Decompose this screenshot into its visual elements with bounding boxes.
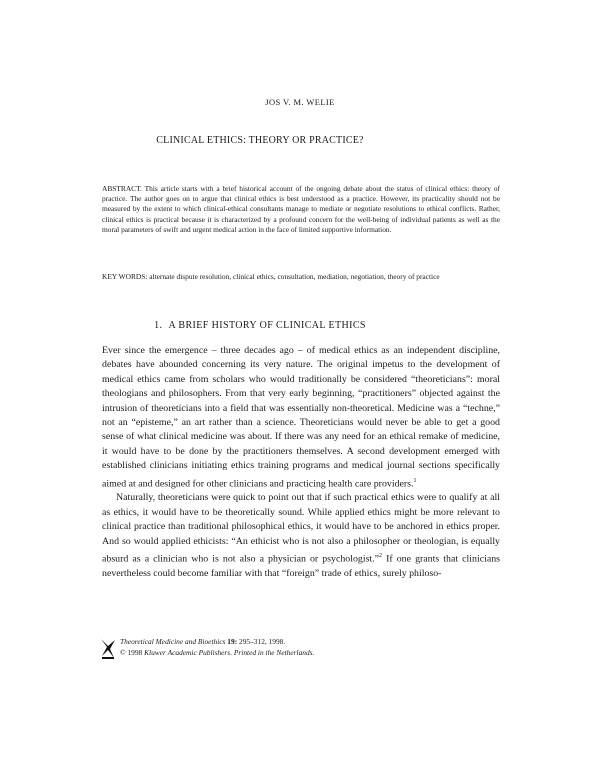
publisher-name: Kluwer Academic Publishers. xyxy=(144,648,233,657)
publisher-logo-icon xyxy=(100,638,116,660)
keywords xyxy=(102,272,500,282)
paragraph-1-text: Ever since the emergence – three decades ago – of medical ethics as an independent discipline, debates have abounded concerning its very nature. The original impetus to the development of medical ethics came from scholars who would traditionally be considered “theoreticians”: moral theologians and philosophers. From that very early beginning, “practitioners” objected against the intrusion of theoreticians into a field that was essentially non-theoretical. Medicine was a “techne,” not an “episteme,” an art rather than a science. Theoreticians would never be able to get a good sense of what clinical medicine was about. If there was any need for an ethical remake of medicine, it would have to be done by the practitioners themselves. A second development emerged with established clinicians initiating ethics training programs and medical journal sections specifically aimed at and designed for other clinicians and practicing health care providers. xyxy=(102,345,500,489)
paragraph-2-text-a: Naturally, theoreticians were quick to point out that if such practical ethics were to qualify at all as ethics, it would have to be theoretically sound. While applied ethics might be more relevant to clinical practice than traditional philosophical ethics, it would have to be anchored in ethics proper. And so would applied ethicists: “An ethicist who is not also a philosopher or theologian, is equally absurd as a clinician who is not also a physician or psychologist.” xyxy=(102,492,500,565)
journal-line xyxy=(120,636,314,647)
footnote-ref-1: 1 xyxy=(413,477,417,484)
section-number: 1. xyxy=(154,320,163,331)
section-title: A BRIEF HISTORY OF CLINICAL ETHICS xyxy=(168,320,366,331)
keywords-text: alternate dispute resolution, clinical ethics, consultation, mediation, negotiation, theory of practice xyxy=(149,272,440,281)
author-name: JOS V. M. WELIE xyxy=(265,97,335,107)
footer-citation xyxy=(120,636,314,658)
printed-location: Printed in the Netherlands. xyxy=(233,648,315,657)
section-heading xyxy=(0,320,520,331)
abstract xyxy=(102,184,500,235)
paragraph-2 xyxy=(102,491,500,581)
footer xyxy=(100,636,500,666)
keywords-label: KEY WORDS: xyxy=(102,272,148,281)
copyright-year: © 1998 xyxy=(120,648,143,657)
abstract-label: ABSTRACT. xyxy=(102,184,142,193)
journal-pages: 295–312, 1998. xyxy=(239,637,286,646)
copyright-line xyxy=(120,647,314,658)
abstract-text: This article starts with a brief historical account of the ongoing debate about the status of clinical ethics: theory of practice. The author goes on to argue that clinical ethics is best understood as a practice. However, its practicality should not be measured by the extent to which clinical-ethical consultants manage to mediate or negotiate resolutions to ethical conflicts. Rather, clinical ethics is practical because it is characterized by a profound concern for the well-being of individual patients as well as the moral parameters of swift and urgent medical action in the face of limited supportive information. xyxy=(102,184,500,234)
article-title: CLINICAL ETHICS: THEORY OR PRACTICE? xyxy=(156,135,364,146)
footnote-ref-2: 2 xyxy=(379,552,383,559)
body-text xyxy=(102,344,500,581)
journal-volume: 19: xyxy=(227,637,238,646)
journal-name: Theoretical Medicine and Bioethics xyxy=(120,637,226,646)
paragraph-1 xyxy=(102,344,500,491)
paragraph-2-text-b: If one grants that clinicians nevertheless could become familiar with that “foreign” trade of ethics, surely philoso- xyxy=(102,553,500,579)
